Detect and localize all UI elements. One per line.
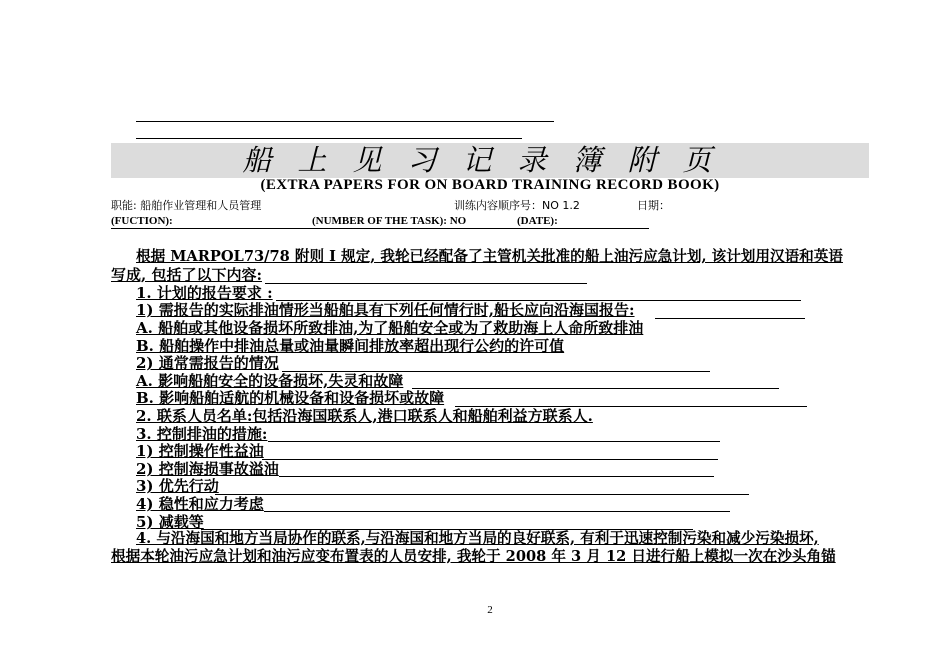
list-item: 5) 减载等 [136, 513, 204, 531]
list-item: 1) 控制操作性益油 [136, 442, 264, 460]
list-item-tail [262, 459, 718, 460]
list-item: 3. 控制排油的措施: [136, 425, 268, 443]
list-item: 1. 计划的报告要求 : [136, 284, 273, 302]
list-item: 2) 控制海损事故溢油 [136, 460, 279, 478]
list-item-tail [264, 511, 730, 512]
list-item-tail [268, 441, 720, 442]
date-en-label: (DATE): [517, 215, 558, 227]
function-en-label: (FUCTION): [111, 215, 173, 227]
list-item: 3) 优先行动 [136, 477, 219, 495]
page-title: 船上见习记录簿附页 [242, 143, 738, 177]
page-number: 2 [487, 604, 493, 616]
closing-line-2: 根据本轮油污应急计划和油污应变布置表的人员安排, 我轮于 2008 年 3 月 12 日进行船上模拟一次在沙头角锚 [111, 548, 836, 565]
list-item-tail [215, 494, 749, 495]
intro-line-2-tail [265, 283, 587, 284]
list-item: 2) 通常需报告的情况 [136, 354, 279, 372]
task-order-label: 训练内容顺序号：NO 1.2 [454, 199, 580, 212]
list-item-tail [412, 388, 779, 389]
list-item: B. 船舶操作中排油总量或油量瞬间排放率超出现行公约的许可值 [136, 337, 565, 355]
function-label: 职能: 船舶作业管理和人员管理 [111, 199, 262, 212]
closing-line-1: 4. 与沿海国和地方当局协作的联系,与沿海国和地方当局的良好联系, 有利于迅速控制污染和减少污染损坏, [136, 530, 819, 547]
list-item: B. 影响船舶适航的机械设备和设备损坏或故障 [136, 389, 445, 407]
list-item: A. 船舶或其他设备损坏所致排油,为了船舶安全或为了救助海上人命所致排油 [136, 319, 644, 337]
list-item: 4) 稳性和应力考虑 [136, 495, 264, 513]
title-band [111, 143, 869, 178]
date-label: 日期： [637, 199, 670, 212]
list-item-tail [279, 476, 714, 477]
header-blank-line-1 [136, 121, 554, 122]
meta-underline [111, 228, 649, 229]
task-number-en-label: (NUMBER OF THE TASK): NO [312, 215, 467, 227]
list-item: 2. 联系人员名单:包括沿海国联系人,港口联系人和船舶利益方联系人. [136, 407, 593, 425]
intro-line-2: 写成, 包括了以下内容: [111, 266, 262, 284]
intro-line-1: 根据 MARPOL73/78 附则 I 规定, 我轮已经配备了主管机关批准的船上油污应急计划, 该计划用汉语和英语 [136, 248, 843, 265]
list-item: A. 影响船舶安全的设备损坏,失灵和故障 [136, 372, 404, 390]
header-blank-line-2 [136, 138, 522, 139]
page-subtitle: (EXTRA PAPERS FOR ON BOARD TRAINING RECORD BOOK) [260, 177, 720, 193]
list-item-tail [655, 318, 805, 319]
list-item: 1) 需报告的实际排油情形当船舶具有下列任何情行时,船长应向沿海国报告: [136, 301, 635, 319]
